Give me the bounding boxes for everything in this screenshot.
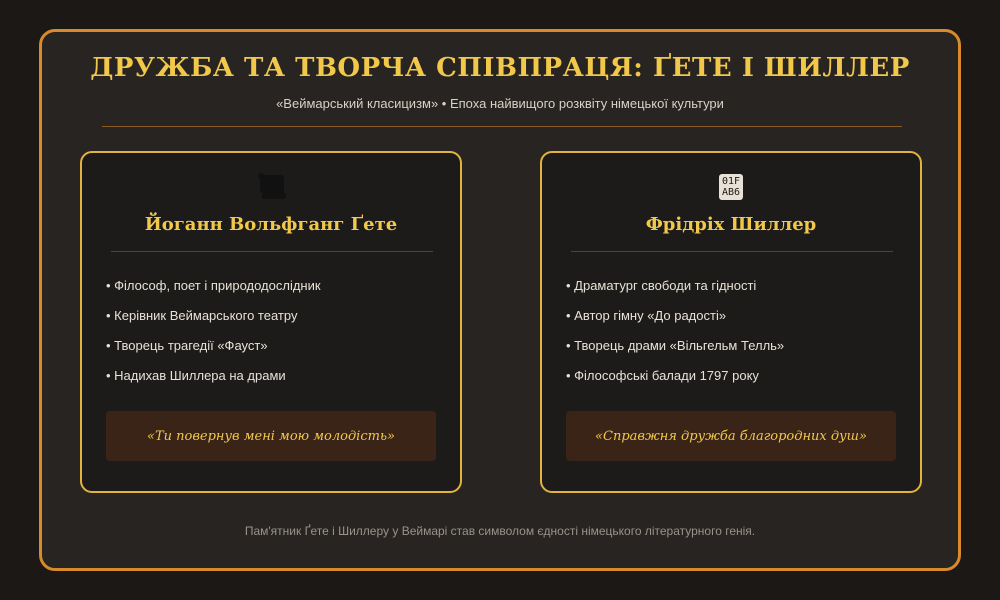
header-divider	[102, 126, 902, 127]
goethe-card	[80, 151, 462, 493]
goethe-facts-list	[106, 271, 321, 391]
scroll-icon-svg	[254, 171, 288, 201]
schiller-divider	[571, 251, 893, 252]
page-subtitle: «Веймарський класицизм» • Епоха найвищого розквіту німецької культури	[276, 96, 724, 111]
missing-glyph-badge: 01F AB6	[719, 174, 743, 200]
schiller-facts-list	[566, 271, 784, 391]
schiller-quote: «Справжня дружба благородних душ»	[566, 411, 896, 461]
footer-text: Пам'ятник Ґете і Шиллеру у Веймарі став символом єдності німецького літературного генія.	[244, 524, 756, 538]
list-item: • Філософські балади 1797 року	[566, 368, 759, 383]
list-item: • Творець драми «Вільгельм Телль»	[566, 338, 785, 353]
list-item: • Керівник Веймарського театру	[106, 308, 298, 323]
list-item: • Надихав Шиллера на драми	[106, 368, 286, 383]
list-item: • Драматург свободи та гідності	[566, 278, 757, 293]
goethe-divider	[111, 251, 433, 252]
list-item: • Автор гімну «До радості»	[566, 308, 727, 323]
list-item: • Філософ, поет і природодослідник	[106, 278, 321, 293]
main-frame	[39, 29, 961, 571]
goethe-quote: «Ти повернув мені мою молодість»	[106, 411, 436, 461]
goethe-name: Йоганн Вольфганг Ґете	[144, 214, 398, 235]
missing-glyph-icon	[542, 171, 920, 201]
schiller-card	[540, 151, 922, 493]
schiller-name: Фрідріх Шиллер	[645, 214, 817, 235]
scroll-icon	[82, 171, 460, 207]
list-item: • Творець трагедії «Фауст»	[106, 338, 268, 353]
page-title: ДРУЖБА ТА ТВОРЧА СПІВПРАЦЯ: ҐЕТЕ І ШИЛЛЕР	[90, 53, 910, 83]
